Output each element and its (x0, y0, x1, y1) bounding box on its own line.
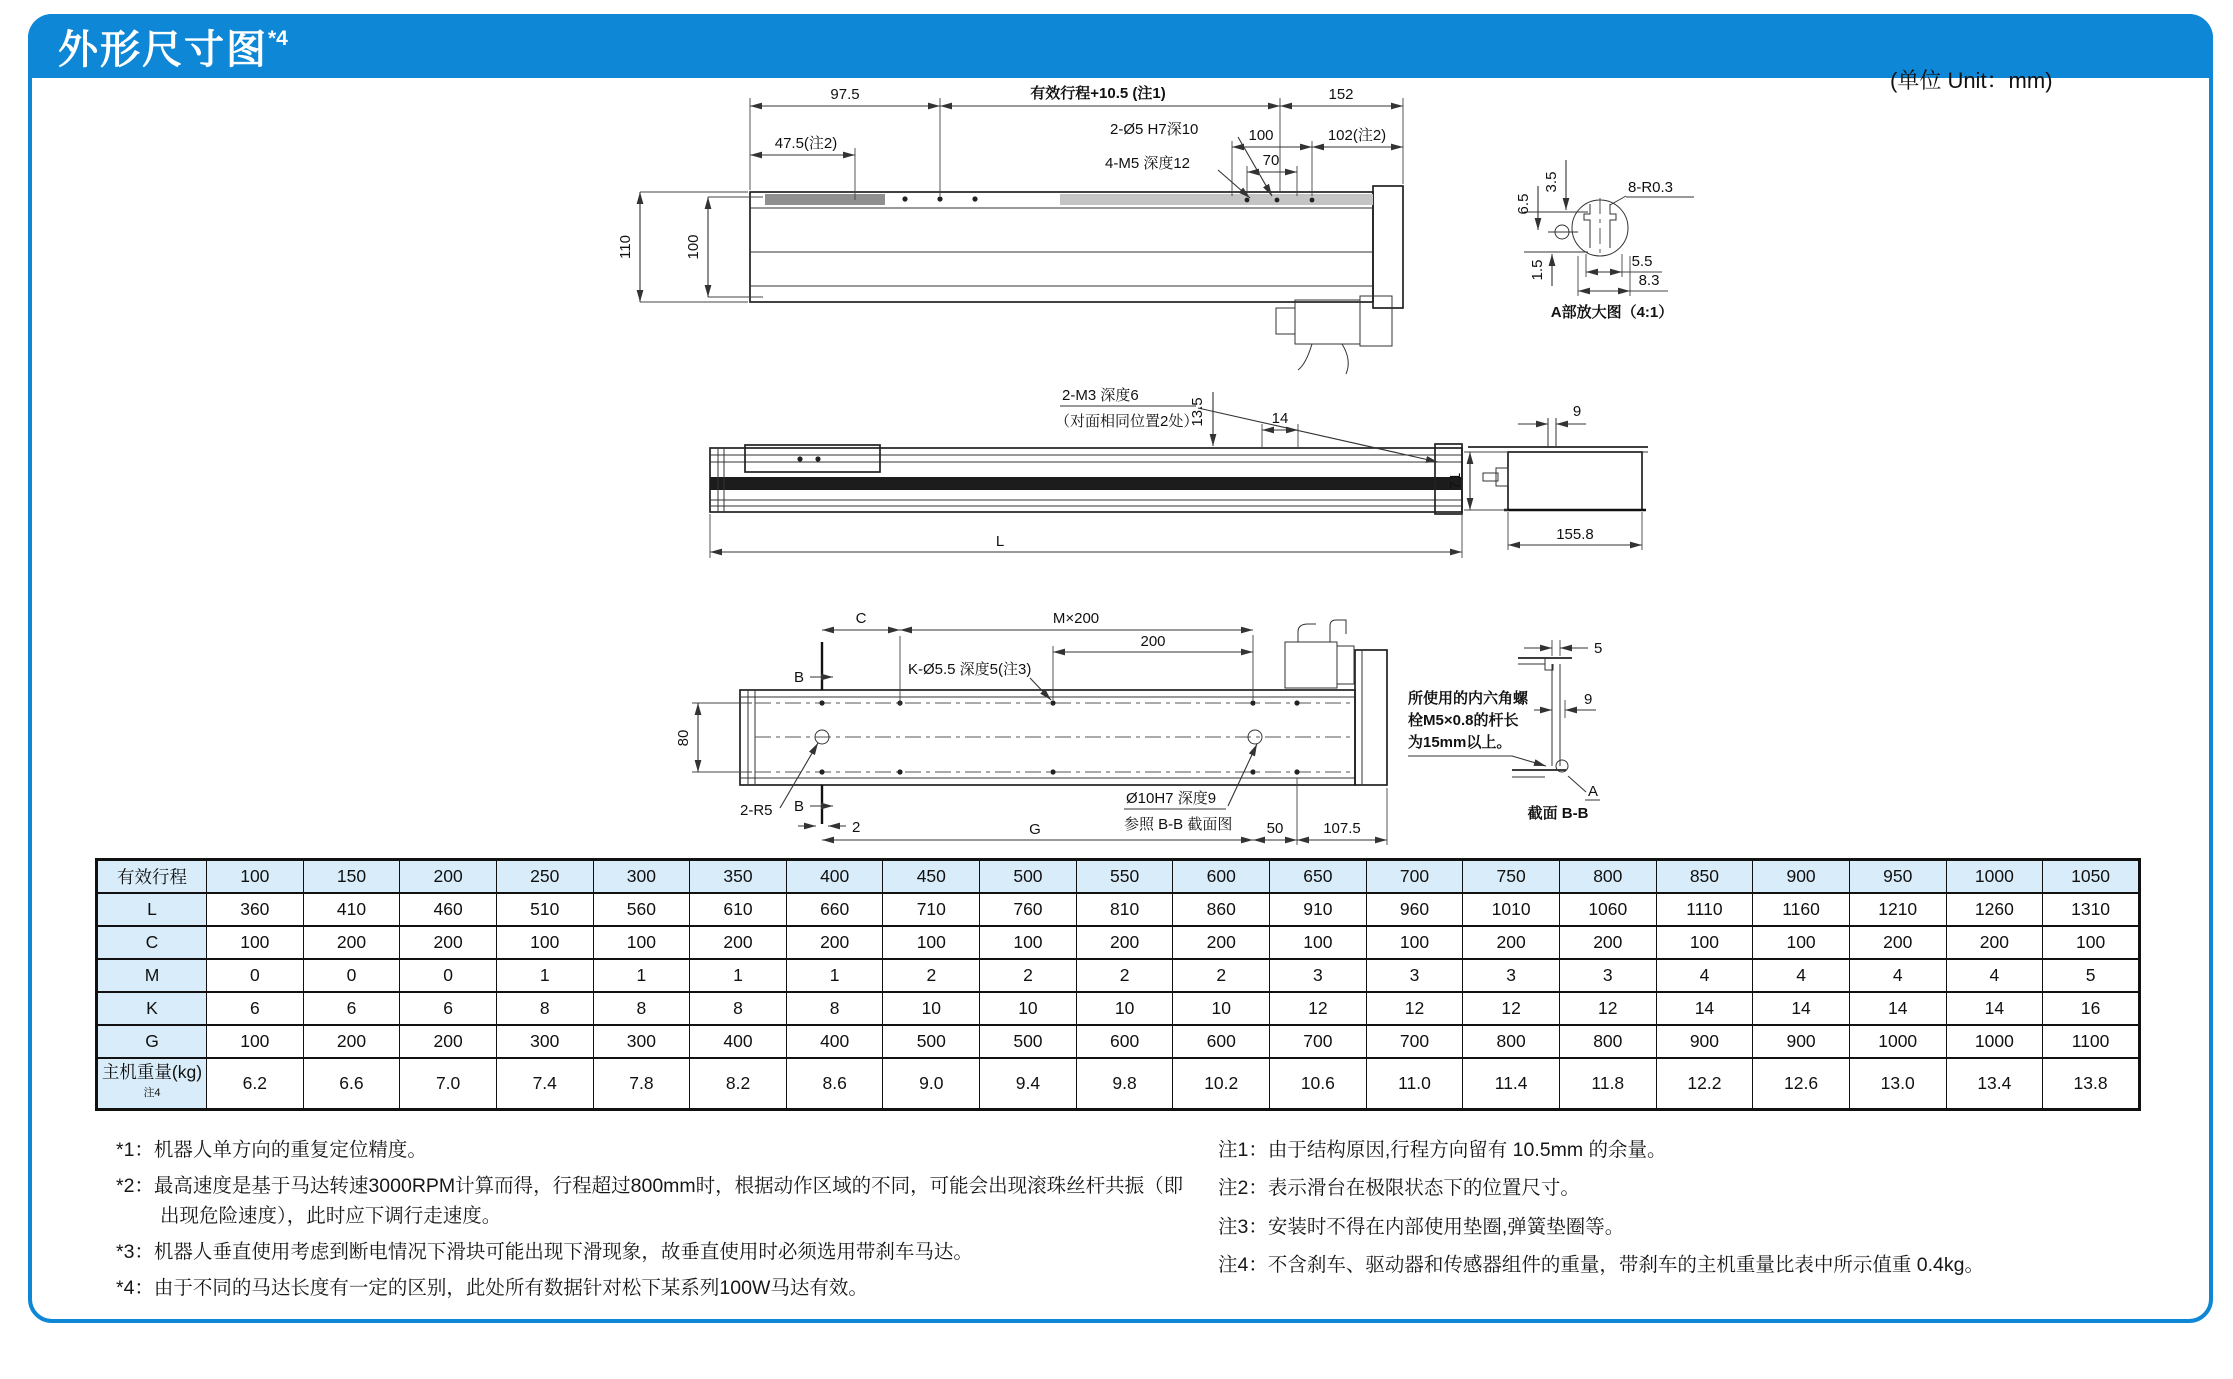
value-cell: 8 (496, 992, 593, 1025)
dim-47-5: 47.5(注2) (774, 135, 838, 152)
value-cell: 7.8 (593, 1058, 690, 1109)
dim-50: 50 (1266, 820, 1284, 837)
table-row (97, 1025, 2140, 1058)
value-cell: 600 (1173, 1025, 1270, 1058)
value-cell: 11.0 (1366, 1058, 1463, 1109)
label-o10h7-ref: 参照 B-B 截面图 (1124, 816, 1233, 833)
table-corner-header: 有效行程 (97, 860, 207, 894)
value-cell: 13.8 (2043, 1058, 2140, 1109)
stroke-header-cell: 400 (786, 860, 883, 894)
value-cell: 12 (1366, 992, 1463, 1025)
section-b-bottom: B (793, 798, 804, 815)
value-cell: 12.6 (1753, 1058, 1850, 1109)
dim-1-5: 1.5 (1529, 259, 1546, 281)
value-cell: 8.2 (690, 1058, 787, 1109)
value-cell: 6 (400, 992, 497, 1025)
stroke-header-cell: 250 (496, 860, 593, 894)
row-label-cell: G (97, 1025, 207, 1058)
value-cell: 1 (593, 959, 690, 992)
value-cell: 11.4 (1463, 1058, 1560, 1109)
side-view-drawing (1447, 403, 1648, 550)
value-cell: 10 (1173, 992, 1270, 1025)
value-cell: 200 (303, 1025, 400, 1058)
value-cell: 2 (1076, 959, 1173, 992)
value-cell: 2 (883, 959, 980, 992)
dim-C: C (855, 610, 867, 627)
value-cell: 6.6 (303, 1058, 400, 1109)
value-cell: 760 (980, 893, 1077, 926)
page-title: 外形尺寸图$^{*4}$ (58, 27, 288, 72)
dim-102: 102(注2) (1327, 127, 1387, 144)
value-cell: 0 (303, 959, 400, 992)
value-cell: 0 (400, 959, 497, 992)
stroke-header-cell: 650 (1270, 860, 1367, 894)
value-cell: 200 (400, 1025, 497, 1058)
section-b-top: B (793, 669, 804, 686)
value-cell: 2 (1173, 959, 1270, 992)
value-cell: 8 (593, 992, 690, 1025)
table-row (97, 926, 2140, 959)
stroke-header-cell: 900 (1753, 860, 1850, 894)
value-cell: 660 (786, 893, 883, 926)
stroke-header-cell: 800 (1559, 860, 1656, 894)
value-cell: 100 (980, 926, 1077, 959)
value-cell: 200 (400, 926, 497, 959)
value-cell: 4 (1849, 959, 1946, 992)
value-cell: 2 (980, 959, 1077, 992)
row-label-cell: L (97, 893, 207, 926)
bolt-note-line2: 栓M5×0.8的杆长 (1408, 712, 1519, 729)
stroke-header-cell: 1000 (1946, 860, 2043, 894)
value-cell: 410 (303, 893, 400, 926)
value-cell: 1060 (1559, 893, 1656, 926)
value-cell: 600 (1076, 1025, 1173, 1058)
dim-100-vertical: 100 (685, 234, 702, 260)
value-cell: 900 (1656, 1025, 1753, 1058)
value-cell: 4 (1946, 959, 2043, 992)
value-cell: 14 (1946, 992, 2043, 1025)
value-cell: 910 (1270, 893, 1367, 926)
value-cell: 5 (2043, 959, 2140, 992)
stroke-header-cell: 450 (883, 860, 980, 894)
value-cell: 700 (1270, 1025, 1367, 1058)
stroke-header-cell: 350 (690, 860, 787, 894)
value-cell: 100 (207, 926, 304, 959)
value-cell: 1310 (2043, 893, 2140, 926)
row-label-superscript: 注4 (143, 1087, 161, 1099)
stroke-header-cell: 150 (303, 860, 400, 894)
value-cell: 710 (883, 893, 980, 926)
value-cell: 500 (883, 1025, 980, 1058)
value-cell: 14 (1849, 992, 1946, 1025)
label-2-m3-note: （对面相同位置2处） (1055, 413, 1199, 430)
value-cell: 700 (1366, 1025, 1463, 1058)
value-cell: 860 (1173, 893, 1270, 926)
value-cell: 360 (207, 893, 304, 926)
label-4-m5: 4-M5 深度12 (1105, 155, 1191, 172)
value-cell: 610 (690, 893, 787, 926)
value-cell: 510 (496, 893, 593, 926)
value-cell: 9.4 (980, 1058, 1077, 1109)
value-cell: 400 (690, 1025, 787, 1058)
dim-2: 2 (852, 819, 861, 836)
value-cell: 16 (2043, 992, 2140, 1025)
bottom-view-drawing (675, 610, 1387, 845)
stroke-header-cell: 850 (1656, 860, 1753, 894)
value-cell: 14 (1656, 992, 1753, 1025)
value-cell: 3 (1559, 959, 1656, 992)
dim-9-side: 9 (1572, 403, 1582, 420)
footnotes-right (1218, 1136, 2208, 1289)
label-2-holes: 2-Ø5 H7深10 (1110, 121, 1199, 138)
value-cell: 100 (593, 926, 690, 959)
value-cell: 100 (207, 1025, 304, 1058)
title-footnote-marker: *4 (268, 27, 288, 51)
footnote: 注3：安装时不得在内部使用垫圈,弹簧垫圈等。 (1218, 1215, 1625, 1238)
dim-effective-stroke: 有效行程+10.5 (注1) (1030, 85, 1166, 102)
value-cell: 1000 (1849, 1025, 1946, 1058)
dim-14: 14 (1271, 410, 1289, 427)
value-cell: 100 (1366, 926, 1463, 959)
dimension-table (95, 858, 2141, 1111)
table-row (97, 1058, 2140, 1109)
dim-5-bb: 5 (1594, 640, 1603, 657)
value-cell: 10 (1076, 992, 1173, 1025)
value-cell: 200 (1076, 926, 1173, 959)
value-cell: 10.2 (1173, 1058, 1270, 1109)
dim-71: 71 (1447, 472, 1464, 490)
dim-155-8: 155.8 (1556, 526, 1594, 543)
value-cell: 1 (786, 959, 883, 992)
value-cell: 7.4 (496, 1058, 593, 1109)
value-cell: 6 (303, 992, 400, 1025)
value-cell: 900 (1753, 1025, 1850, 1058)
table-row (97, 893, 2140, 926)
value-cell: 800 (1559, 1025, 1656, 1058)
stroke-header-cell: 600 (1173, 860, 1270, 894)
label-2-m3: 2-M3 深度6 (1062, 387, 1139, 404)
label-8-r0-3: 8-R0.3 (1628, 179, 1674, 196)
value-cell: 12 (1270, 992, 1367, 1025)
value-cell: 300 (496, 1025, 593, 1058)
value-cell: 100 (2043, 926, 2140, 959)
value-cell: 500 (980, 1025, 1077, 1058)
value-cell: 10.6 (1270, 1058, 1367, 1109)
row-label-cell: M (97, 959, 207, 992)
value-cell: 100 (1656, 926, 1753, 959)
dim-100-top: 100 (1248, 127, 1274, 144)
footnote: *3：机器人垂直使用考虑到断电情况下滑块可能出现下滑现象，故垂直使用时必须选用带刹车马达。 (116, 1240, 973, 1263)
dim-152: 152 (1328, 86, 1354, 103)
value-cell: 1260 (1946, 893, 2043, 926)
dim-5-5: 5.5 (1631, 253, 1653, 270)
dim-70: 70 (1262, 152, 1280, 169)
value-cell: 11.8 (1559, 1058, 1656, 1109)
stroke-header-cell: 750 (1463, 860, 1560, 894)
dim-G: G (1029, 821, 1041, 838)
bolt-note-line1: 所使用的内六角螺 (1408, 690, 1529, 707)
value-cell: 12 (1463, 992, 1560, 1025)
value-cell: 6.2 (207, 1058, 304, 1109)
value-cell: 8.6 (786, 1058, 883, 1109)
table-row (97, 959, 2140, 992)
value-cell: 9.8 (1076, 1058, 1173, 1109)
stroke-header-cell: 500 (980, 860, 1077, 894)
value-cell: 1210 (1849, 893, 1946, 926)
value-cell: 560 (593, 893, 690, 926)
value-cell: 1100 (2043, 1025, 2140, 1058)
value-cell: 200 (786, 926, 883, 959)
value-cell: 10 (980, 992, 1077, 1025)
value-cell: 100 (1753, 926, 1850, 959)
row-label-cell: C (97, 926, 207, 959)
row-label-cell: K (97, 992, 207, 1025)
footnote: 注2：表示滑台在极限状态下的位置尺寸。 (1218, 1177, 1580, 1200)
footnote: *1：机器人单方向的重复定位精度。 (116, 1139, 427, 1161)
value-cell: 10 (883, 992, 980, 1025)
value-cell: 100 (1270, 926, 1367, 959)
value-cell: 3 (1366, 959, 1463, 992)
stroke-header-cell: 300 (593, 860, 690, 894)
label-k-holes: K-Ø5.5 深度5(注3) (908, 661, 1032, 678)
dim-107-5: 107.5 (1323, 820, 1361, 837)
value-cell: 14 (1753, 992, 1850, 1025)
label-2-r5: 2-R5 (740, 802, 773, 819)
detail-a-drawing (1515, 160, 1694, 321)
dim-9-bb: 9 (1584, 691, 1593, 708)
stroke-header-cell: 950 (1849, 860, 1946, 894)
dim-13-5: 13.5 (1189, 397, 1206, 427)
dim-L: L (995, 533, 1005, 550)
section-bb-caption: 截面 B-B (1527, 805, 1589, 822)
value-cell: 4 (1656, 959, 1753, 992)
footnotes-left (116, 1136, 1201, 1310)
value-cell: 8 (786, 992, 883, 1025)
value-cell: 13.0 (1849, 1058, 1946, 1109)
label-o10h7: Ø10H7 深度9 (1126, 790, 1217, 807)
dim-97-5: 97.5 (830, 86, 860, 103)
detail-a-caption: A部放大图（4:1） (1550, 304, 1674, 321)
dim-6-5: 6.5 (1515, 193, 1532, 215)
value-cell: 8 (690, 992, 787, 1025)
value-cell: 1010 (1463, 893, 1560, 926)
value-cell: 200 (1173, 926, 1270, 959)
value-cell: 3 (1270, 959, 1367, 992)
footnote: 注1：由于结构原因,行程方向留有 10.5mm 的余量。 (1218, 1139, 1667, 1161)
dim-m200: M×200 (1052, 610, 1100, 627)
value-cell: 200 (1946, 926, 2043, 959)
plan-view-drawing (617, 84, 1403, 374)
value-cell: 13.4 (1946, 1058, 2043, 1109)
bolt-note-line3: 为15mm以上。 (1408, 734, 1512, 751)
value-cell: 4 (1753, 959, 1850, 992)
dim-110: 110 (617, 235, 634, 259)
dim-3-5: 3.5 (1543, 171, 1560, 193)
value-cell: 800 (1463, 1025, 1560, 1058)
label-a: A (1588, 783, 1599, 800)
value-cell: 1160 (1753, 893, 1850, 926)
value-cell: 1110 (1656, 893, 1753, 926)
value-cell: 9.0 (883, 1058, 980, 1109)
table-row (97, 992, 2140, 1025)
unit-label: (单位 Unit：mm) (1890, 68, 2053, 93)
value-cell: 810 (1076, 893, 1173, 926)
footnote: 注4：不含刹车、驱动器和传感器组件的重量，带刹车的主机重量比表中所示值重 0.4kg。 (1218, 1253, 1984, 1276)
value-cell: 200 (303, 926, 400, 959)
value-cell: 300 (593, 1025, 690, 1058)
footnote: *4：由于不同的马达长度有一定的区别，此处所有数据针对松下某系列100W马达有效。 (116, 1277, 868, 1299)
value-cell: 6 (207, 992, 304, 1025)
value-cell: 1 (690, 959, 787, 992)
dimension-drawings (440, 55, 2210, 850)
value-cell: 100 (496, 926, 593, 959)
value-cell: 0 (207, 959, 304, 992)
table-header-row (97, 860, 2140, 894)
stroke-header-cell: 1050 (2043, 860, 2140, 894)
value-cell: 400 (786, 1025, 883, 1058)
value-cell: 200 (1559, 926, 1656, 959)
section-bb-drawing (1408, 640, 1602, 822)
stroke-header-cell: 100 (207, 860, 304, 894)
stroke-header-cell: 550 (1076, 860, 1173, 894)
value-cell: 1000 (1946, 1025, 2043, 1058)
value-cell: 12.2 (1656, 1058, 1753, 1109)
value-cell: 1 (496, 959, 593, 992)
row-label-cell: 主机重量(kg)$^{注4}$ (97, 1058, 207, 1109)
value-cell: 12 (1559, 992, 1656, 1025)
value-cell: 200 (690, 926, 787, 959)
dim-8-3: 8.3 (1638, 272, 1660, 289)
value-cell: 200 (1463, 926, 1560, 959)
stroke-header-cell: 200 (400, 860, 497, 894)
footnote: *2：最高速度是基于马达转速3000RPM计算而得，行程超过800mm时，根据动作区域的不同，可能会出现滚珠丝杆共振（即出现危险速度），此时应下调行走速度。 (116, 1175, 1184, 1227)
value-cell: 460 (400, 893, 497, 926)
value-cell: 7.0 (400, 1058, 497, 1109)
dim-200: 200 (1140, 633, 1166, 650)
value-cell: 960 (1366, 893, 1463, 926)
value-cell: 100 (883, 926, 980, 959)
value-cell: 200 (1849, 926, 1946, 959)
dim-80: 80 (675, 729, 692, 747)
stroke-header-cell: 700 (1366, 860, 1463, 894)
value-cell: 3 (1463, 959, 1560, 992)
front-view-drawing (710, 386, 1462, 558)
